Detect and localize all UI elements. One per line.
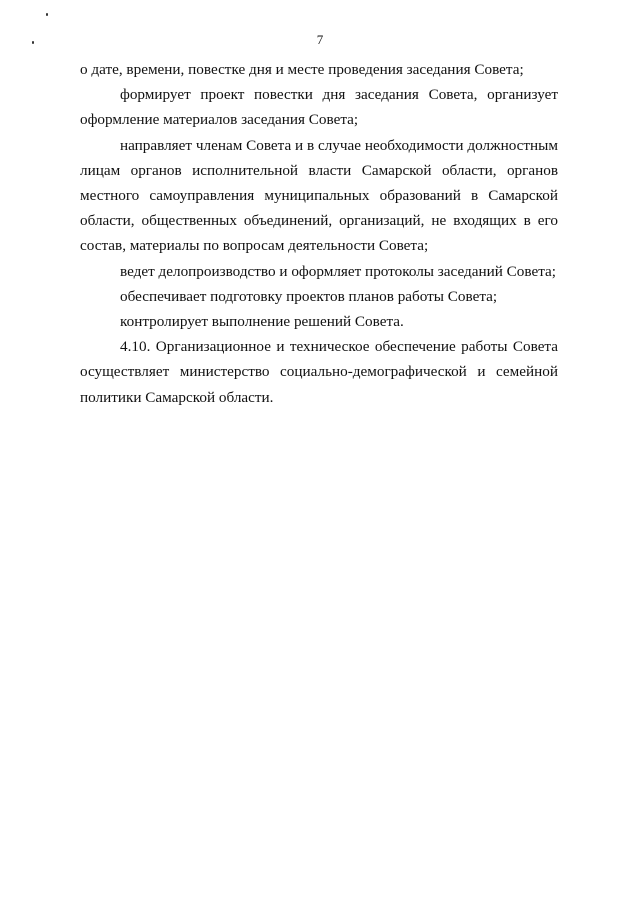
document-body <box>80 57 558 410</box>
paragraph-plans: обеспечивает подготовку проектов планов работы Совета; <box>120 287 498 305</box>
paragraph-continuation: о дате, времени, повестке дня и месте проведения заседания Совета; <box>80 61 524 78</box>
paragraph-agenda: формирует проект повестки дня заседания Совета, организует оформление материалов заседания Совета; <box>80 86 558 129</box>
paragraph-records: ведет делопроизводство и оформляет протоколы заседаний Совета; <box>120 262 556 280</box>
paragraph-section-4-10: 4.10. Организационное и техническое обеспечение работы Совета осуществляет министерство социально-демографической и семейной политики Самарской области. <box>80 338 558 406</box>
scan-speck <box>46 13 48 16</box>
paragraph-control: контролирует выполнение решений Совета. <box>120 313 404 331</box>
paragraph-materials: направляет членам Совета и в случае необходимости должностным лицам органов исполнительной власти Самарской области, органов местного самоуправления муниципальных образований в Самарской области, общественных объединений, организаций, не входящих в его состав, материалы по вопросам деятельности Совета; <box>80 136 558 255</box>
page-number: 7 <box>316 32 324 47</box>
